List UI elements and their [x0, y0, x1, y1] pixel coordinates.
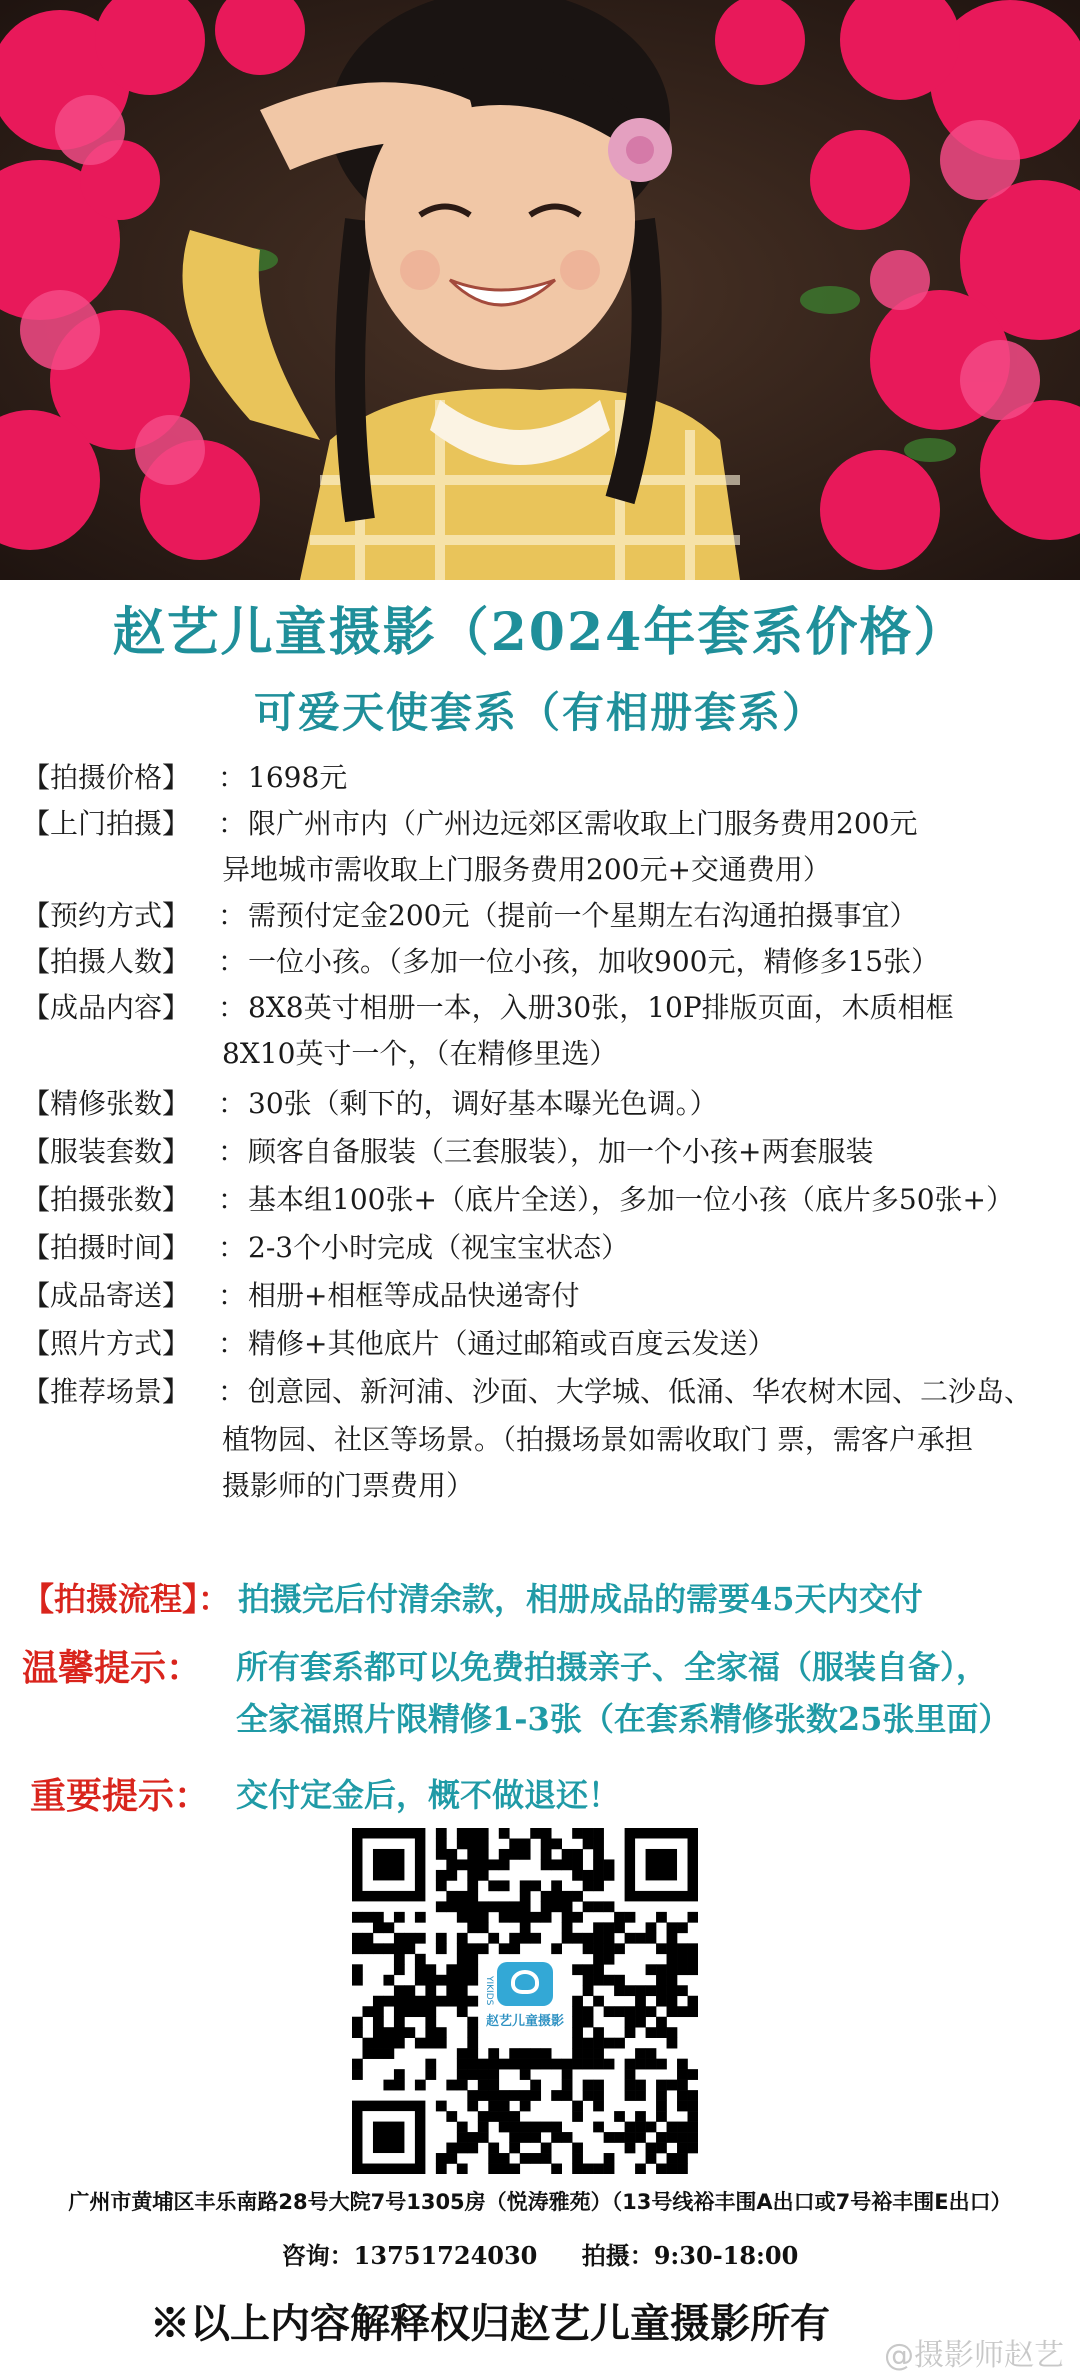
detail-value: 顾客自备服装（三套服装），加一个小孩+两套服装 [248, 1135, 874, 1168]
consult-phone[interactable]: 咨询：13751724030 [281, 2241, 538, 2270]
detail-label: 【精修张数】 [22, 1087, 191, 1120]
detail-label: 【拍摄时间】 [22, 1231, 191, 1264]
copyright-notice: ※以上内容解释权归赵艺儿童摄影所有 [150, 2300, 830, 2347]
detail-value-continued: 植物园、社区等场景。（拍摄场景如需收取门 票，需客户承担 [222, 1423, 973, 1456]
process-text: 拍摄完后付清余款，相册成品的需要45天内交付 [238, 1580, 923, 1618]
detail-value: 1698元 [248, 761, 348, 794]
tips-line-2: 全家福照片限精修1-3张（在套系精修张数25张里面） [236, 1700, 1011, 1738]
package-subtitle: 可爱天使套系（有相册套系） [253, 688, 826, 737]
process-label: 【拍摄流程】 [22, 1580, 199, 1618]
detail-label: 【拍摄人数】 [22, 945, 191, 978]
detail-row-photo-method: 【照片方式】 ：精修+其他底片（通过邮箱或百度云发送） [22, 1321, 775, 1367]
tips-line-1: 所有套系都可以免费拍摄亲子、全家福（服装自备）， [236, 1648, 989, 1686]
detail-value: 基本组100张+（底片全送），多加一位小孩（底片多50张+） [248, 1183, 1014, 1216]
detail-row-home-visit: 【上门拍摄】 ：限广州市内（广州边远郊区需收取上门服务费用200元 [22, 801, 917, 847]
page-title: 赵艺儿童摄影（2024年套系价格） [112, 602, 968, 663]
hero-photo [0, 0, 1080, 580]
detail-row-products: 【成品内容】 ：8X8英寸相册一本，入册30张，10P排版页面，木质相框 [22, 985, 954, 1031]
detail-row-people: 【拍摄人数】 ：一位小孩。（多加一位小孩，加收900元，精修多15张） [22, 939, 939, 985]
detail-row-photo-count: 【拍摄张数】 ：基本组100张+（底片全送），多加一位小孩（底片多50张+） [22, 1177, 1014, 1223]
important-text: 交付定金后，概不做退还！ [236, 1776, 621, 1814]
detail-row-price: 【拍摄价格】 ：1698元 [22, 755, 347, 801]
detail-label: 【照片方式】 [22, 1327, 191, 1360]
detail-value: 需预付定金200元（提前一个星期左右沟通拍摄事宜） [248, 899, 918, 932]
detail-row-costumes: 【服装套数】 ：顾客自备服装（三套服装），加一个小孩+两套服装 [22, 1129, 873, 1175]
heart-logo-icon [497, 1962, 553, 2006]
detail-value-continued: 异地城市需收取上门服务费用200元+交通费用） [222, 853, 831, 886]
detail-row-duration: 【拍摄时间】 ：2-3个小时完成（视宝宝状态） [22, 1225, 629, 1271]
tips-label: 温馨提示： [22, 1647, 203, 1689]
studio-logo [480, 1956, 570, 2046]
detail-label: 【推荐场景】 [22, 1375, 191, 1408]
important-label: 重要提示： [30, 1775, 211, 1817]
detail-value: 一位小孩。（多加一位小孩，加收900元，精修多15张） [248, 945, 940, 978]
detail-label: 【成品内容】 [22, 991, 191, 1024]
detail-value: 限广州市内（广州边远郊区需收取上门服务费用200元 [248, 807, 918, 840]
detail-label: 【服装套数】 [22, 1135, 191, 1168]
contact-info [0, 2236, 1080, 2271]
process-line [22, 1574, 923, 1620]
detail-label: 【成品寄送】 [22, 1279, 191, 1312]
detail-value: 2-3个小时完成（视宝宝状态） [248, 1231, 630, 1264]
detail-value: 相册+相框等成品快递寄付 [248, 1279, 580, 1312]
detail-row-locations: 【推荐场景】 ：创意园、新河浦、沙面、大学城、低涌、华农树木园、二沙岛、 [22, 1369, 1032, 1415]
wechat-qr-code[interactable] [352, 1828, 698, 2174]
detail-value: 精修+其他底片（通过邮箱或百度云发送） [248, 1327, 776, 1360]
detail-label: 【拍摄价格】 [22, 761, 191, 794]
weibo-watermark: @摄影师赵艺 [884, 2338, 1064, 2373]
process-colon: ： [198, 1580, 231, 1618]
detail-label: 【上门拍摄】 [22, 807, 191, 840]
shoot-hours: 拍摄：9:30-18:00 [581, 2241, 799, 2270]
detail-value-continued: 8X10英寸一个，（在精修里选） [222, 1037, 618, 1070]
detail-row-booking: 【预约方式】 ：需预付定金200元（提前一个星期左右沟通拍摄事宜） [22, 893, 917, 939]
detail-value: 30张（剩下的，调好基本曝光色调。） [248, 1087, 718, 1120]
detail-row-retouch: 【精修张数】 ：30张（剩下的，调好基本曝光色调。） [22, 1081, 718, 1127]
detail-row-delivery: 【成品寄送】 ：相册+相框等成品快递寄付 [22, 1273, 579, 1319]
detail-label: 【拍摄张数】 [22, 1183, 191, 1216]
logo-brand: 赵艺儿童摄影 [485, 2014, 564, 2029]
detail-value: 8X8英寸相册一本，入册30张，10P排版页面，木质相框 [248, 991, 954, 1024]
detail-value-continued: 摄影师的门票费用） [222, 1469, 475, 1502]
studio-address: 广州市黄埔区丰乐南路28号大院7号1305房（悦涛雅苑）（13号线裕丰围A出口或7号裕丰围E出口） [68, 2190, 1012, 2214]
logo-brand-en: YIKIDS [484, 1976, 494, 2006]
detail-label: 【预约方式】 [22, 899, 191, 932]
detail-value: 创意园、新河浦、沙面、大学城、低涌、华农树木园、二沙岛、 [248, 1375, 1033, 1408]
